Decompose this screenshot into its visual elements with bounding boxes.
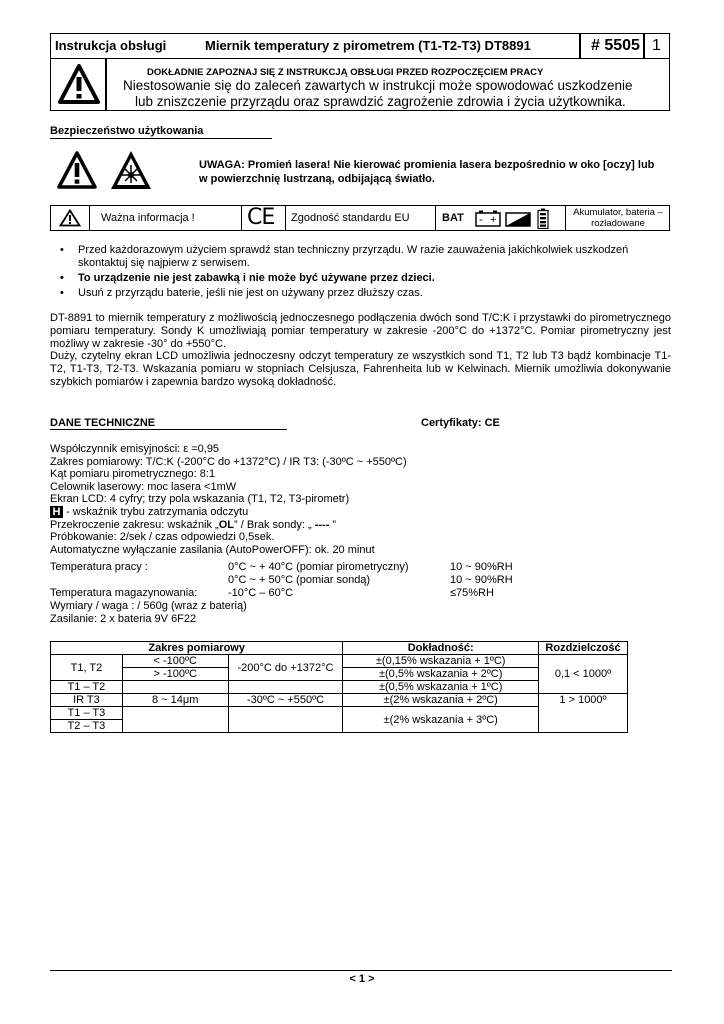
safety-bullets — [50, 244, 670, 302]
warning-box — [50, 59, 670, 111]
table-cell: ±(0,5% wskazania + 2ºC) — [343, 668, 539, 681]
doc-type: Instrukcja obsługi — [55, 38, 167, 53]
divider — [89, 206, 90, 230]
work-temp-value: 0°C ~ + 50°C (pomiar sondą) — [228, 574, 371, 586]
dimensions: Wymiary / waga : / 560g (wraz z baterią) — [50, 600, 247, 612]
list-item: • To urządzenie nie jest zabawką i nie może być używane przez dzieci. — [50, 272, 670, 285]
description-paragraph: Duży, czytelny ekran LCD umożliwia jednoczesny odczyt temperatury ze wszystkich sond T1, T2 lub T3 bądź kombinacje T1-T2, T1-T3, T2-T3. Wskazania pomiaru w stopniach Celsjusza, Fahrenheita lub w Kelwinach. Miernik umożliwia dokonywanie szybkich pomiarów i zapewnia bardzo wysoką dokładność. — [50, 350, 671, 388]
overload-text: ” / Brak sondy: „ — [234, 518, 315, 531]
battery-level-icon — [537, 208, 549, 229]
conformity-label: Zgodność standardu EU — [291, 212, 410, 224]
page-number: 1 — [652, 37, 661, 54]
accuracy-table — [50, 641, 628, 733]
hold-text: - wskaźnik trybu zatrzymania odczytu — [63, 505, 249, 518]
divider — [285, 206, 286, 230]
spec-line — [50, 506, 407, 519]
table-header: Zakres pomiarowy — [51, 642, 343, 655]
table-cell: -200°C do +1372°C — [228, 655, 343, 681]
spec-line: Zakres pomiarowy: T/C:K (-200°C do +1372°C) / IR T3: (-30ºC ~ +550ºC) — [50, 455, 407, 468]
divider — [50, 429, 287, 430]
footer-page-number: < 1 > — [349, 973, 375, 985]
table-cell — [228, 681, 343, 694]
table-row — [51, 642, 628, 655]
spec-line: Automatyczne wyłączanie zasilania (AutoPowerOFF): ok. 20 minut — [50, 543, 375, 556]
table-cell: T1, T2 — [51, 655, 123, 681]
divider — [50, 138, 272, 139]
overload-text: ” — [329, 518, 337, 531]
table-cell — [122, 707, 228, 733]
table-row — [51, 655, 628, 668]
divider — [435, 206, 436, 230]
warning-triangle-icon — [59, 209, 81, 227]
hold-icon: H — [50, 506, 63, 518]
symbols-table — [50, 205, 670, 231]
table-cell: ±(0,15% wskazania + 1ºC) — [343, 655, 539, 668]
bat-label: BAT — [442, 212, 464, 224]
no-probe-dash: ---- — [314, 518, 330, 531]
divider — [643, 34, 645, 58]
battery-label-line: Akumulator, bateria – — [573, 207, 663, 218]
table-cell: IR T3 — [51, 694, 123, 707]
table-cell: T2 – T3 — [51, 720, 123, 733]
storage-temp-value: -10°C – 60°C — [228, 587, 294, 599]
battery-low-icon — [505, 210, 531, 227]
certificates: Certyfikaty: CE — [421, 417, 500, 429]
work-temp-value: 0°C ~ + 40°C (pomiar pirometryczny) — [228, 561, 409, 573]
battery-label — [567, 207, 669, 229]
table-cell: > -100ºC — [122, 668, 228, 681]
warning-text: Niestosowanie się do zaleceń zawartych w instrukcji może spowodować uszkodzenie — [123, 78, 633, 93]
table-cell: 1 > 1000º — [539, 694, 628, 733]
warning-heading: DOKŁADNIE ZAPOZNAJ SIĘ Z INSTRUKCJĄ OBSŁUGI PRZED ROZPOCZĘCIEM PRACY — [147, 67, 544, 78]
footer-divider — [50, 970, 672, 971]
battery-minus-sign: - — [479, 214, 483, 226]
table-cell: 0,1 < 1000º — [539, 655, 628, 694]
document-title: Miernik temperatury z pirometrem (T1-T2-T3) DT8891 — [205, 38, 531, 53]
divider — [105, 59, 107, 110]
table-cell: T1 – T2 — [51, 681, 123, 694]
table-cell: ±(0,5% wskazania + 1ºC) — [343, 681, 539, 694]
laser-hazard-icon — [110, 150, 152, 190]
list-item: • Przed każdorazowym użyciem sprawdź stan techniczny przyrządu. W razie zauważenia jakichkolwiek uszkodzeń skontaktuj się najpierw z serwisem. — [50, 244, 670, 270]
section-title: Bezpieczeństwo użytkowania — [50, 125, 204, 137]
list-item: • Usuń z przyrządu baterie, jeśli nie jest on używany przez dłuższy czas. — [50, 287, 670, 300]
warning-triangle-icon — [58, 64, 100, 104]
table-row — [51, 694, 628, 707]
overload-text: Przekroczenie zakresu: wskaźnik „ — [50, 518, 219, 531]
laser-warning — [199, 158, 671, 186]
work-temp-label: Temperatura pracy : — [50, 561, 148, 573]
battery-icon — [475, 210, 501, 227]
table-header: Rozdzielczość — [539, 642, 628, 655]
table-cell: 8 ~ 14μm — [122, 694, 228, 707]
table-cell: ±(2% wskazania + 2ºC) — [343, 694, 539, 707]
table-cell: -30ºC ~ +550ºC — [228, 694, 343, 707]
spec-line: Próbkowanie: 2/sek / czas odpowiedzi 0,5sek. — [50, 531, 275, 544]
table-cell: < -100ºC — [122, 655, 228, 668]
table-cell — [122, 681, 228, 694]
laser-warning-line: UWAGA: Promień lasera! Nie kierować promienia lasera bezpośrednio w oko [oczy] lub — [199, 159, 655, 171]
spec-line: Kąt pomiaru pirometrycznego: 8:1 — [50, 468, 216, 481]
divider — [241, 206, 242, 230]
power-supply: Zasilanie: 2 x bateria 9V 6F22 — [50, 613, 197, 625]
work-temp-rh: 10 ~ 90%RH — [450, 574, 513, 586]
ce-mark-icon: CE — [247, 205, 275, 230]
work-temp-rh: 10 ~ 90%RH — [450, 561, 513, 573]
warning-text: lub zniszczenie przyrządu oraz sprawdzić zagrożenie zdrowia i życia użytkownika. — [135, 94, 626, 109]
divider — [579, 34, 581, 58]
table-cell: T1 – T3 — [51, 707, 123, 720]
laser-warning-line: w powierzchnię lustrzaną, odbijającą światło. — [199, 173, 435, 185]
battery-plus-sign: + — [490, 214, 497, 226]
important-info-label: Ważna informacja ! — [101, 212, 195, 224]
table-cell: ±(2% wskazania + 3ºC) — [343, 707, 539, 733]
catalog-number: # 5505 — [591, 37, 640, 54]
table-header: Dokładność: — [343, 642, 539, 655]
header-bar — [50, 33, 670, 59]
section-title: DANE TECHNICZNE — [50, 417, 156, 429]
divider — [565, 206, 566, 230]
spec-line: Współczynnik emisyjności: ε =0,95 — [50, 443, 220, 455]
table-cell — [228, 707, 343, 733]
spec-line — [50, 519, 407, 532]
storage-rh: ≤75%RH — [450, 587, 494, 599]
spec-list — [50, 443, 407, 556]
spec-line: Ekran LCD: 4 cyfry; trzy pola wskazania (T1, T2, T3-pirometr) — [50, 493, 350, 506]
storage-temp-label: Temperatura magazynowania: — [50, 587, 198, 599]
battery-label-line: rozładowane — [591, 218, 645, 229]
overload-ol: OL — [218, 518, 235, 531]
description-paragraph: DT-8891 to miernik temperatury z możliwością jednoczesnego podłączenia dwóch sond T/C:K i przystawki do pirometrycznego pomiaru temperatury. Sondy K umożliwiają pomiar temperatury w zakresie -200°C do +1372°C. Pomiar pirometryczny jest możliwy w zakresie -30° do +550°C. — [50, 312, 671, 350]
warning-triangle-icon — [57, 151, 97, 189]
spec-line: Celownik laserowy: moc lasera <1mW — [50, 480, 237, 493]
